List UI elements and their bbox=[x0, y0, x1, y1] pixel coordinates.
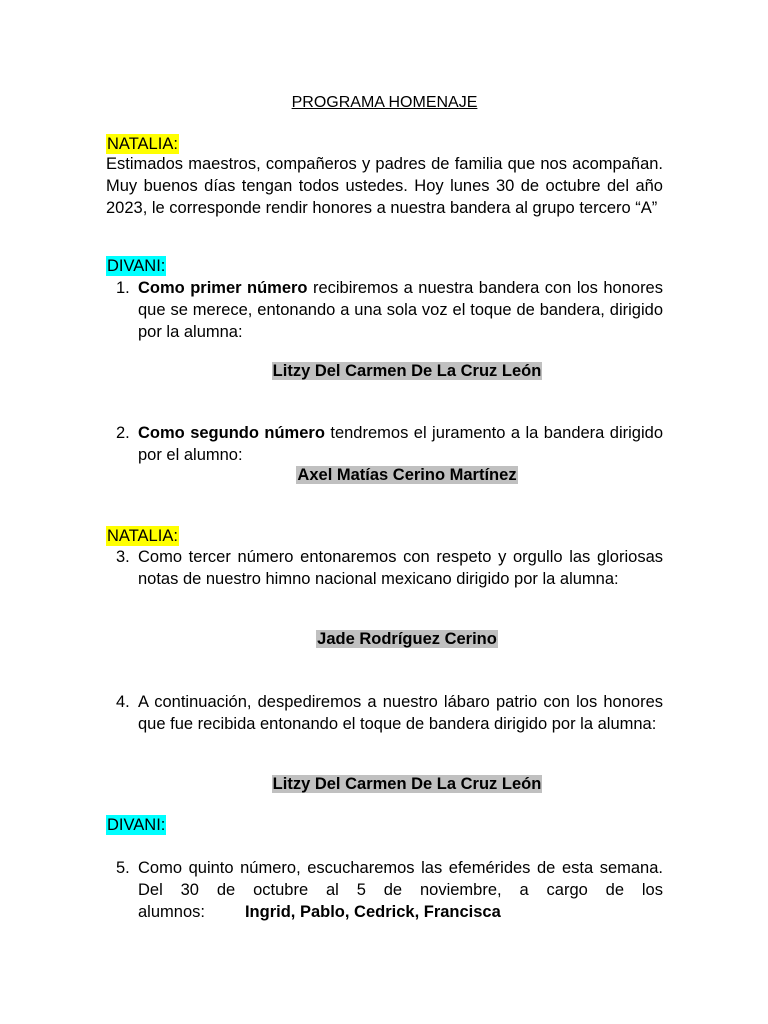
item-text bbox=[138, 691, 663, 735]
person-name-text: Jade Rodríguez Cerino bbox=[317, 630, 497, 648]
item-number: 4. bbox=[116, 693, 130, 711]
item-body: A continuación, despediremos a nuestro lábaro patrio con los honores que fue recibida entonando el toque de bandera dirigido por la alumna: bbox=[138, 693, 663, 733]
item-number: 5. bbox=[116, 859, 130, 877]
item-body: Como tercer número entonaremos con respeto y orgullo las gloriosas notas de nuestro himno nacional mexicano dirigido por la alumna: bbox=[138, 548, 663, 588]
person-name bbox=[106, 773, 708, 795]
person-name bbox=[106, 464, 708, 486]
item-number: 2. bbox=[116, 424, 130, 442]
speaker-natalia: NATALIA: bbox=[107, 135, 178, 153]
speaker-divani: DIVANI: bbox=[107, 257, 166, 275]
item-bold-lead: Como primer número bbox=[138, 279, 308, 297]
item-bold-lead: Como segundo número bbox=[138, 424, 325, 442]
speaker-divani: DIVANI: bbox=[107, 816, 166, 834]
item-body: recibiremos a nuestra bandera con los honores que se merece, entonando a una sola voz el toque de bandera, dirigido por la alumna: bbox=[138, 279, 663, 341]
person-name-text: Axel Matías Cerino Martínez bbox=[297, 466, 517, 484]
intro-paragraph: Estimados maestros, compañeros y padres de familia que nos acompañan. Muy buenos días tengan todos ustedes. Hoy lunes 30 de octubre del año 2023, le corresponde rendir honores a nuestra bandera al grupo tercero “A” bbox=[106, 155, 663, 217]
item-text bbox=[138, 422, 663, 466]
item-text bbox=[138, 857, 663, 923]
speaker-natalia: NATALIA: bbox=[107, 527, 178, 545]
item-number: 3. bbox=[116, 548, 130, 566]
document-title: PROGRAMA HOMENAJE bbox=[291, 94, 478, 111]
person-name-text: Litzy Del Carmen De La Cruz León bbox=[272, 362, 542, 380]
item-text bbox=[138, 546, 663, 590]
person-names-inline: Ingrid, Pablo, Cedrick, Francisca bbox=[244, 903, 501, 921]
item-number: 1. bbox=[116, 279, 130, 297]
person-name bbox=[106, 628, 708, 650]
person-name-text: Litzy Del Carmen De La Cruz León bbox=[272, 775, 542, 793]
item-body: tendremos el juramento a la bandera dirigido por el alumno: bbox=[138, 424, 664, 464]
item-body: Como quinto número, escucharemos las efemérides de esta semana. Del 30 de octubre al 5 de noviembre, a cargo de los alumnos: bbox=[138, 859, 663, 921]
person-name bbox=[106, 360, 708, 382]
item-text bbox=[138, 277, 663, 343]
